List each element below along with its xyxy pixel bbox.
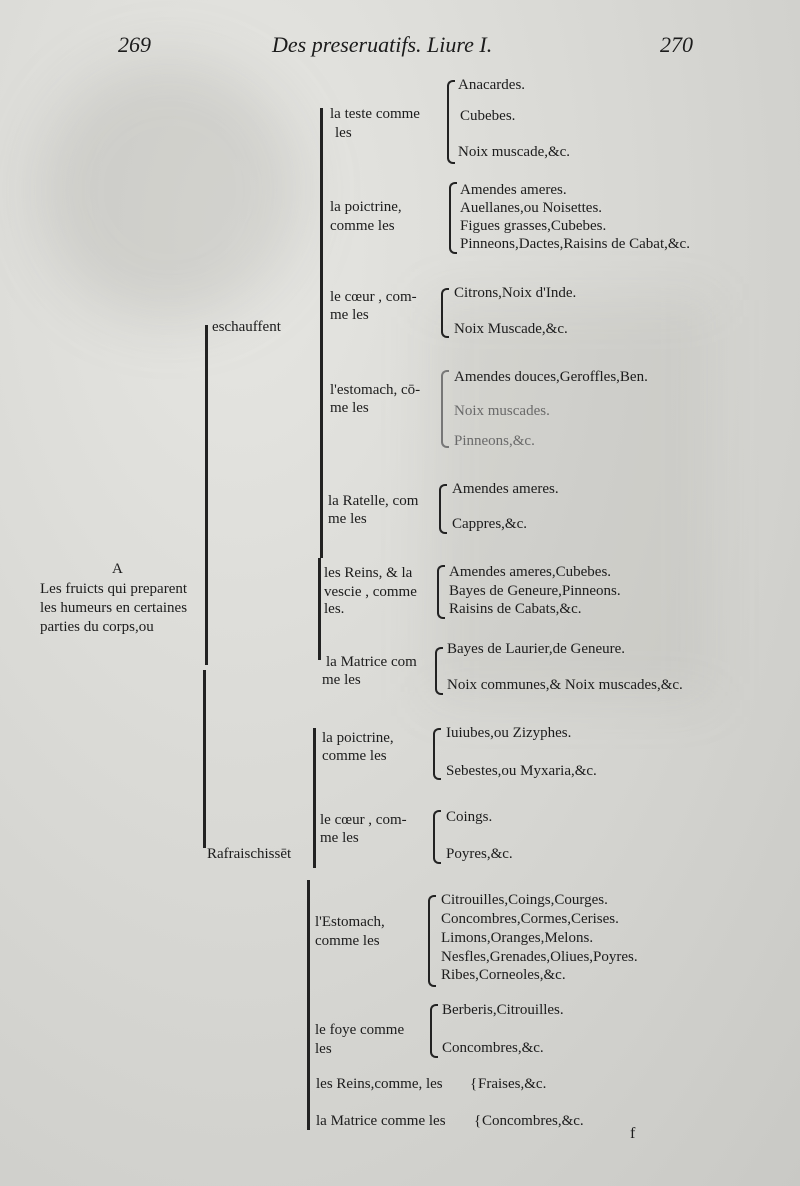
root-mark: A [112, 561, 123, 577]
item: Raisins de Cabats,&c. [449, 601, 582, 617]
item: Bayes de Geneure,Pinneons. [449, 583, 621, 599]
brace-matrice [435, 647, 443, 695]
group-coeur-label-1: le cœur , com- [330, 289, 417, 305]
rgroup-foye-label-2: les [315, 1041, 332, 1057]
group-teste-label-2: les [335, 125, 352, 141]
item: Citrouilles,Coings,Courges. [441, 892, 608, 908]
item: Figues grasses,Cubebes. [460, 218, 607, 234]
group-matrice-label-1: la Matrice com [326, 654, 417, 670]
group-poictrine-label-2: comme les [330, 218, 395, 234]
rgroup-reins-label: les Reins,comme, les [316, 1076, 443, 1092]
group-reins-label-2: vescie , comme [324, 584, 417, 600]
root-line-2: les humeurs en certaines [40, 600, 188, 616]
page-number-left: 269 [118, 32, 151, 57]
item: Citrons,Noix d'Inde. [454, 285, 577, 301]
brace-ratelle [439, 484, 447, 534]
group-teste-label-1: la teste comme [330, 106, 420, 122]
brace-reins [437, 565, 445, 619]
item: Sebestes,ou Myxaria,&c. [446, 763, 597, 779]
root-line-1: Les fruicts qui preparent [40, 581, 188, 597]
group-estomach-label-1: l'estomach, cō- [330, 382, 421, 398]
item: Amendes ameres,Cubebes. [449, 564, 612, 580]
brace-estomach [441, 370, 449, 448]
rgroup-estomach-label-2: comme les [315, 933, 380, 949]
rafraischissent-brace-upper [313, 728, 316, 868]
item: Iuiubes,ou Zizyphes. [446, 725, 572, 741]
item: Auellanes,ou Noisettes. [460, 200, 603, 216]
item: Anacardes. [458, 77, 526, 93]
rgroup-poictrine-label-1: la poictrine, [322, 730, 394, 746]
rgroup-coeur-label-2: me les [320, 830, 359, 846]
item: Cubebes. [460, 108, 516, 124]
root-line-3: parties du corps,ou [40, 619, 154, 635]
item: Concombres,&c. [442, 1040, 544, 1056]
rgroup-coeur-label-1: le cœur , com- [320, 812, 407, 828]
group-estomach-label-2: me les [330, 400, 369, 416]
page-number-right: 270 [660, 32, 693, 57]
rgroup-foye-label-1: le foye comme [315, 1022, 405, 1038]
item: Concombres,Cormes,Cerises. [441, 911, 619, 927]
brace-poictrine [449, 182, 457, 254]
rafraischissent-brace-lower [307, 880, 310, 1130]
brace-glyph: { [470, 1076, 478, 1092]
group-coeur-label-2: me les [330, 307, 369, 323]
branch-rafraischissent: Rafraischissēt [207, 846, 292, 862]
brace-r-foye [430, 1004, 438, 1058]
group-reins-label-1: les Reins, & la [324, 565, 413, 581]
item: Pinneons,Dactes,Raisins de Cabat,&c. [460, 236, 690, 252]
running-title: Des preseruatifs. Liure I. [272, 32, 493, 57]
brace-r-poictrine [433, 728, 441, 780]
ink-stain [40, 60, 300, 320]
item: Amendes ameres. [452, 481, 559, 497]
signature-mark: f [630, 1125, 636, 1142]
item: Noix muscades. [454, 403, 550, 419]
item: Pinneons,&c. [454, 433, 535, 449]
brace-r-coeur [433, 810, 441, 864]
item: Amendes ameres. [460, 182, 567, 198]
group-poictrine-label-1: la poictrine, [330, 199, 402, 215]
main-brace-lower [203, 670, 206, 848]
brace-glyph: { [474, 1113, 482, 1129]
item: Amendes douces,Geroffles,Ben. [454, 369, 648, 385]
main-brace-upper [205, 325, 208, 665]
item: Poyres,&c. [446, 846, 513, 862]
group-ratelle-label-2: me les [328, 511, 367, 527]
brace-coeur [441, 288, 449, 338]
group-reins-label-3: les. [324, 601, 345, 617]
item: Cappres,&c. [452, 516, 527, 532]
rgroup-poictrine-label-2: comme les [322, 748, 387, 764]
item: Noix Muscade,&c. [454, 321, 568, 337]
eschauffent-brace-upper [320, 108, 323, 558]
item: Concombres,&c. [482, 1113, 584, 1129]
item: Fraises,&c. [478, 1076, 547, 1092]
rgroup-estomach-label-1: l'Estomach, [315, 914, 385, 930]
brace-teste [447, 80, 455, 164]
item: Nesfles,Grenades,Oliues,Poyres. [441, 949, 638, 965]
eschauffent-brace-lower [318, 558, 321, 660]
brace-r-estomach [428, 895, 436, 987]
item: Ribes,Corneoles,&c. [441, 967, 566, 983]
group-matrice-label-2: me les [322, 672, 361, 688]
branch-eschauffent: eschauffent [212, 319, 281, 335]
item: Noix muscade,&c. [458, 144, 571, 160]
group-ratelle-label-1: la Ratelle, com [328, 493, 419, 509]
item: Noix communes,& Noix muscades,&c. [447, 677, 683, 693]
item: Berberis,Citrouilles. [442, 1002, 564, 1018]
item: Coings. [446, 809, 493, 825]
item: Bayes de Laurier,de Geneure. [447, 641, 626, 657]
item: Limons,Oranges,Melons. [441, 930, 594, 946]
rgroup-matrice-label: la Matrice comme les [316, 1113, 446, 1129]
